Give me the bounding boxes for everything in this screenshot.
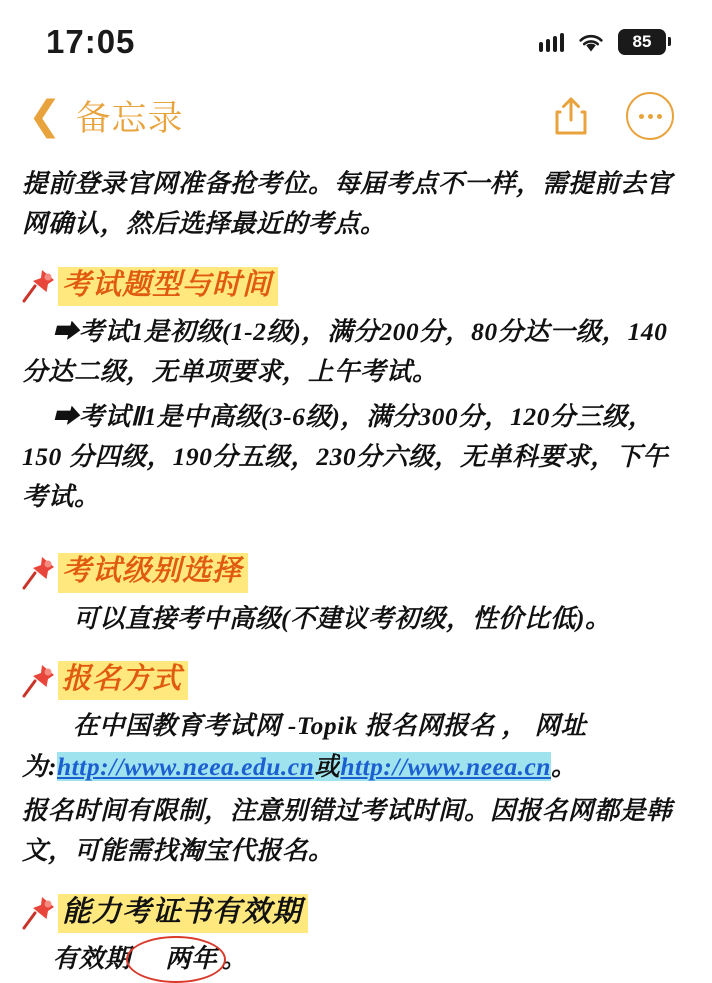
battery-level: 85 bbox=[632, 32, 652, 51]
pushpin-icon bbox=[22, 663, 56, 699]
section-line: ➡考试1是初级(1-2级)，满分200分，80分达一级，140分达二级，无单项要求，上午考试。 bbox=[22, 316, 668, 387]
section-heading-registration bbox=[22, 661, 690, 700]
validity-suffix: 。 bbox=[221, 943, 248, 973]
section-title: 考试题型与时间 bbox=[58, 267, 278, 306]
more-options-icon[interactable] bbox=[626, 92, 674, 140]
validity-circled-value: 两年 bbox=[131, 939, 222, 979]
chevron-left-icon[interactable]: ❮ bbox=[28, 93, 62, 139]
section-heading-exam-types bbox=[22, 267, 690, 306]
pushpin-icon bbox=[22, 555, 56, 591]
note-content bbox=[0, 156, 712, 979]
section-heading-validity bbox=[22, 894, 690, 933]
wifi-icon bbox=[577, 32, 605, 53]
registration-note: 报名时间有限制，注意别错过考试时间。因报名网都是韩文，可能需找淘宝代报名。 bbox=[22, 795, 673, 866]
section-heading-level-choice bbox=[22, 553, 690, 592]
validity-line bbox=[22, 939, 690, 979]
status-time: 17:05 bbox=[46, 23, 136, 60]
registration-link-1[interactable]: http://www.neea.edu.cn bbox=[57, 751, 315, 781]
registration-prefix: 在中国教育考试网 -Topik 报名网报名 ， 网址为: bbox=[22, 711, 587, 781]
cellular-bars-icon bbox=[539, 32, 564, 52]
back-button[interactable] bbox=[22, 91, 184, 141]
status-indicators bbox=[539, 21, 666, 55]
section-line: 可以直接考中高级(不建议考初级，性价比低)。 bbox=[73, 603, 611, 633]
section-title: 考试级别选择 bbox=[58, 553, 248, 592]
pushpin-icon bbox=[22, 895, 56, 931]
note-intro-paragraph: 提前登录官网准备抢考位。每届考点不一样，需提前去官网确认，然后选择最近的考点。 bbox=[22, 169, 673, 239]
validity-prefix: 有效期 bbox=[52, 943, 131, 973]
registration-link-2[interactable]: http://www.neea.cn bbox=[340, 751, 551, 781]
registration-link-separator: 或 bbox=[314, 751, 341, 781]
section-title: 能力考证书有效期 bbox=[58, 894, 308, 933]
page-title: 备忘录 bbox=[75, 99, 184, 138]
registration-suffix: 。 bbox=[550, 751, 577, 781]
section-title: 报名方式 bbox=[58, 661, 188, 700]
status-bar bbox=[0, 0, 712, 76]
battery-indicator bbox=[618, 29, 666, 55]
section-line: ➡考试Ⅱ1是中高级(3-6级)，满分300分，120分三级，150 分四级，190分五级，230分六级，无单科要求，下午考试。 bbox=[22, 401, 669, 512]
share-icon[interactable] bbox=[554, 96, 588, 136]
nav-actions bbox=[554, 92, 674, 140]
navigation-bar bbox=[0, 76, 712, 156]
pushpin-icon bbox=[22, 268, 56, 304]
registration-line bbox=[22, 706, 690, 787]
